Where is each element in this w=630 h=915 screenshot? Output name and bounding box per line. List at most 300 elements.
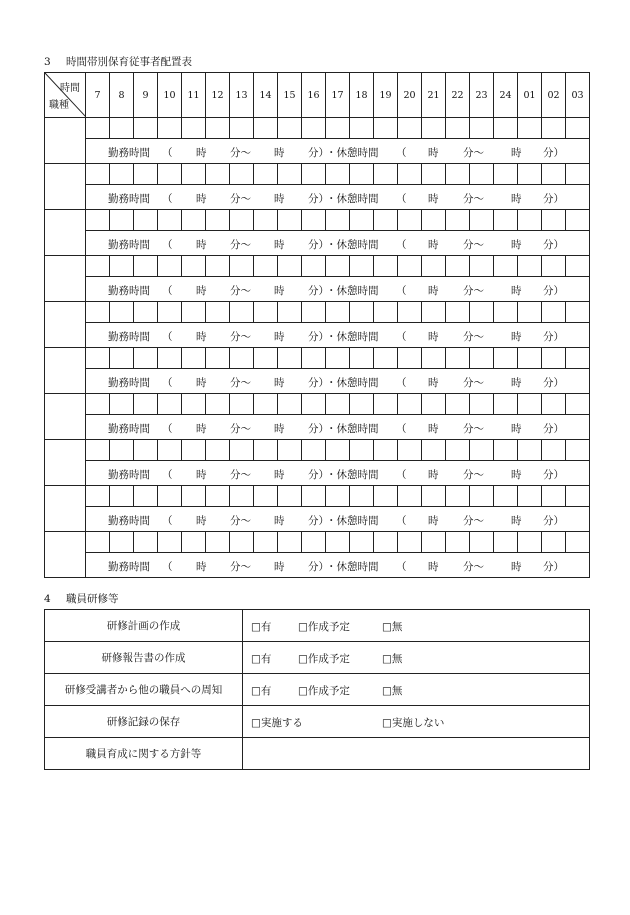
hour-slot-cell[interactable] — [542, 532, 566, 553]
hour-slot-cell[interactable] — [494, 532, 518, 553]
hour-slot-cell[interactable] — [446, 486, 470, 507]
break-end-hour: 時 — [511, 377, 522, 389]
hour-slot-cell[interactable] — [182, 532, 206, 553]
hour-slot-cell[interactable] — [278, 394, 302, 415]
work-end-minute: 分） — [308, 515, 329, 527]
work-start-minute: 分～ — [230, 285, 251, 297]
hour-slot-cell[interactable] — [494, 302, 518, 323]
work-label: 勤務時間 — [108, 469, 150, 481]
hour-slot-cell[interactable] — [566, 118, 590, 139]
hour-slot-cell[interactable] — [422, 394, 446, 415]
job-type-cell[interactable] — [45, 164, 86, 210]
training-options-cell — [243, 706, 590, 738]
hour-slot-cell[interactable] — [470, 302, 494, 323]
hour-slot-cell[interactable] — [182, 348, 206, 369]
hour-slot-cell[interactable] — [566, 394, 590, 415]
hour-slot-cell[interactable] — [566, 164, 590, 185]
hour-slot-cell[interactable] — [110, 256, 134, 277]
hour-slot-cell[interactable] — [326, 118, 350, 139]
hour-slot-cell[interactable] — [158, 532, 182, 553]
hour-slot-cell[interactable] — [278, 486, 302, 507]
hour-slot-cell[interactable] — [134, 348, 158, 369]
work-time-row — [45, 185, 590, 210]
break-label: ・休憩時間 — [326, 561, 379, 573]
hour-slot-cell[interactable] — [134, 164, 158, 185]
hour-slot-cell[interactable] — [446, 210, 470, 231]
hour-slot-cell[interactable] — [134, 118, 158, 139]
hour-slot-cell[interactable] — [110, 118, 134, 139]
work-start-minute: 分～ — [230, 515, 251, 527]
work-time-cell[interactable] — [86, 461, 590, 486]
checkbox-option[interactable]: □有 — [251, 653, 272, 665]
hour-slot-cell[interactable] — [374, 486, 398, 507]
work-label: 勤務時間 — [108, 285, 150, 297]
hour-slot-cell[interactable] — [374, 440, 398, 461]
hour-slot-cell[interactable] — [182, 486, 206, 507]
hour-slot-cell[interactable] — [326, 256, 350, 277]
hour-slot-cell[interactable] — [470, 394, 494, 415]
hour-header: 11 — [182, 73, 206, 118]
hour-slot-cell[interactable] — [542, 164, 566, 185]
hour-slot-cell[interactable] — [230, 486, 254, 507]
hour-slot-cell[interactable] — [350, 440, 374, 461]
hour-slot-cell[interactable] — [230, 118, 254, 139]
hour-slot-cell[interactable] — [158, 348, 182, 369]
hour-slot-cell[interactable] — [206, 532, 230, 553]
hour-slot-cell[interactable] — [206, 440, 230, 461]
checkbox-option[interactable]: □無 — [382, 653, 403, 665]
hour-slot-cell[interactable] — [398, 118, 422, 139]
hour-slot-cell[interactable] — [398, 210, 422, 231]
hour-slot-cell[interactable] — [566, 210, 590, 231]
hour-slot-cell[interactable] — [422, 440, 446, 461]
break-open-paren: （ — [396, 193, 407, 205]
break-end-minute: 分） — [543, 515, 564, 527]
hour-slot-cell[interactable] — [302, 118, 326, 139]
hour-header: 13 — [230, 73, 254, 118]
hour-slot-cell[interactable] — [470, 210, 494, 231]
hour-slot-cell[interactable] — [566, 532, 590, 553]
work-time-cell[interactable] — [86, 369, 590, 394]
hour-slot-cell[interactable] — [254, 210, 278, 231]
hour-slot-cell[interactable] — [254, 302, 278, 323]
hour-slot-cell[interactable] — [254, 118, 278, 139]
hour-slot-cell[interactable] — [134, 532, 158, 553]
work-time-row — [45, 553, 590, 578]
hour-slot-cell[interactable] — [542, 118, 566, 139]
hour-slot-cell[interactable] — [350, 302, 374, 323]
hour-slot-cell[interactable] — [422, 532, 446, 553]
hour-slot-cell[interactable] — [566, 348, 590, 369]
hour-slot-cell[interactable] — [86, 394, 110, 415]
work-label: 勤務時間 — [108, 515, 150, 527]
hour-slot-cell[interactable] — [470, 164, 494, 185]
hour-slot-cell[interactable] — [278, 164, 302, 185]
job-type-cell[interactable] — [45, 394, 86, 440]
work-start-minute: 分～ — [230, 331, 251, 343]
hour-slot-cell[interactable] — [350, 348, 374, 369]
work-time-cell[interactable] — [86, 553, 590, 578]
hour-slot-cell[interactable] — [518, 256, 542, 277]
hour-slot-cell[interactable] — [542, 440, 566, 461]
hour-slot-cell[interactable] — [494, 394, 518, 415]
job-type-cell[interactable] — [45, 210, 86, 256]
hour-slot-cell[interactable] — [398, 302, 422, 323]
hour-header: 02 — [542, 73, 566, 118]
hour-slot-cell[interactable] — [566, 256, 590, 277]
hour-slot-cell[interactable] — [302, 394, 326, 415]
hour-slot-cell[interactable] — [302, 302, 326, 323]
work-open-paren: （ — [162, 147, 173, 159]
hour-slot-cell[interactable] — [326, 210, 350, 231]
hour-slot-cell[interactable] — [158, 210, 182, 231]
hour-slot-cell[interactable] — [134, 486, 158, 507]
hour-slot-cell[interactable] — [302, 256, 326, 277]
work-end-hour: 時 — [274, 239, 285, 251]
hour-slot-cell[interactable] — [422, 256, 446, 277]
work-start-hour: 時 — [196, 285, 207, 297]
hour-slot-cell[interactable] — [350, 532, 374, 553]
hour-slot-cell[interactable] — [254, 532, 278, 553]
hour-slot-cell[interactable] — [518, 118, 542, 139]
hour-slot-cell[interactable] — [518, 302, 542, 323]
work-time-cell[interactable] — [86, 231, 590, 256]
hour-slot-cell[interactable] — [518, 210, 542, 231]
hour-slot-cell[interactable] — [374, 532, 398, 553]
checkbox-option[interactable]: □無 — [382, 685, 403, 697]
hour-slot-cell[interactable] — [470, 118, 494, 139]
hour-slot-cell[interactable] — [350, 394, 374, 415]
hour-slot-cell[interactable] — [398, 532, 422, 553]
hour-slot-cell[interactable] — [278, 118, 302, 139]
hour-slot-cell[interactable] — [110, 532, 134, 553]
break-open-paren: （ — [396, 423, 407, 435]
hour-slot-cell[interactable] — [134, 210, 158, 231]
work-end-hour: 時 — [274, 377, 285, 389]
hour-slot-cell[interactable] — [110, 486, 134, 507]
checkbox-option[interactable]: □実施しない — [382, 717, 445, 729]
break-label: ・休憩時間 — [326, 285, 379, 297]
hour-slot-cell[interactable] — [422, 348, 446, 369]
hour-slot-cell[interactable] — [230, 348, 254, 369]
hour-slot-cell[interactable] — [302, 486, 326, 507]
hour-slot-cell[interactable] — [326, 394, 350, 415]
hour-slot-cell[interactable] — [206, 348, 230, 369]
checkbox-option[interactable]: □作成予定 — [298, 621, 350, 633]
hour-slot-cell[interactable] — [230, 440, 254, 461]
hour-slot-cell[interactable] — [230, 302, 254, 323]
hour-slot-cell[interactable] — [470, 532, 494, 553]
hour-slot-cell[interactable] — [374, 210, 398, 231]
hour-slot-cell[interactable] — [254, 394, 278, 415]
hour-slot-cell[interactable] — [254, 256, 278, 277]
checkbox-option[interactable]: □作成予定 — [298, 685, 350, 697]
hour-slot-cell[interactable] — [278, 302, 302, 323]
hour-slot-cell[interactable] — [230, 394, 254, 415]
staff-row — [45, 118, 590, 139]
hour-slot-cell[interactable] — [182, 302, 206, 323]
hour-slot-cell[interactable] — [158, 256, 182, 277]
training-options-cell[interactable] — [243, 738, 590, 770]
hour-slot-cell[interactable] — [326, 348, 350, 369]
hour-slot-cell[interactable] — [278, 348, 302, 369]
hour-slot-cell[interactable] — [566, 302, 590, 323]
hour-slot-cell[interactable] — [86, 440, 110, 461]
hour-slot-cell[interactable] — [446, 118, 470, 139]
hour-slot-cell[interactable] — [422, 210, 446, 231]
work-end-minute: 分） — [308, 193, 329, 205]
hour-slot-cell[interactable] — [350, 256, 374, 277]
hour-slot-cell[interactable] — [566, 486, 590, 507]
hour-slot-cell[interactable] — [86, 532, 110, 553]
hour-slot-cell[interactable] — [542, 348, 566, 369]
hour-slot-cell[interactable] — [206, 164, 230, 185]
work-open-paren: （ — [162, 285, 173, 297]
hour-slot-cell[interactable] — [134, 256, 158, 277]
job-type-cell[interactable] — [45, 302, 86, 348]
hour-slot-cell[interactable] — [206, 210, 230, 231]
hour-slot-cell[interactable] — [182, 210, 206, 231]
hour-slot-cell[interactable] — [230, 210, 254, 231]
hour-slot-cell[interactable] — [518, 486, 542, 507]
hour-slot-cell[interactable] — [470, 348, 494, 369]
hour-header: 03 — [566, 73, 590, 118]
hour-slot-cell[interactable] — [278, 210, 302, 231]
hour-slot-cell[interactable] — [158, 118, 182, 139]
hour-slot-cell[interactable] — [494, 256, 518, 277]
hour-slot-cell[interactable] — [542, 210, 566, 231]
hour-slot-cell[interactable] — [446, 164, 470, 185]
hour-slot-cell[interactable] — [446, 302, 470, 323]
hour-slot-cell[interactable] — [158, 302, 182, 323]
work-end-minute: 分） — [308, 469, 329, 481]
hour-slot-cell[interactable] — [86, 302, 110, 323]
hour-slot-cell[interactable] — [182, 256, 206, 277]
hour-slot-cell[interactable] — [350, 486, 374, 507]
hour-slot-cell[interactable] — [206, 302, 230, 323]
hour-slot-cell[interactable] — [326, 440, 350, 461]
hour-slot-cell[interactable] — [398, 256, 422, 277]
hour-slot-cell[interactable] — [494, 440, 518, 461]
staff-row — [45, 256, 590, 277]
job-type-cell[interactable] — [45, 440, 86, 486]
hour-slot-cell[interactable] — [110, 394, 134, 415]
hour-slot-cell[interactable] — [182, 440, 206, 461]
hour-slot-cell[interactable] — [182, 394, 206, 415]
hour-slot-cell[interactable] — [446, 440, 470, 461]
work-label: 勤務時間 — [108, 239, 150, 251]
hour-slot-cell[interactable] — [326, 164, 350, 185]
break-end-minute: 分） — [543, 561, 564, 573]
hour-slot-cell[interactable] — [326, 302, 350, 323]
section3-title: 時間帯別保育従事者配置表 — [66, 56, 192, 68]
work-start-hour: 時 — [196, 239, 207, 251]
hour-slot-cell[interactable] — [86, 486, 110, 507]
job-type-cell[interactable] — [45, 118, 86, 164]
hour-slot-cell[interactable] — [470, 256, 494, 277]
hour-slot-cell[interactable] — [494, 118, 518, 139]
hour-slot-cell[interactable] — [446, 532, 470, 553]
break-end-hour: 時 — [511, 423, 522, 435]
work-start-hour: 時 — [196, 469, 207, 481]
hour-slot-cell[interactable] — [158, 440, 182, 461]
checkbox-option[interactable]: □無 — [382, 621, 403, 633]
hour-slot-cell[interactable] — [134, 440, 158, 461]
break-end-hour: 時 — [511, 239, 522, 251]
hour-slot-cell[interactable] — [302, 532, 326, 553]
hour-slot-cell[interactable] — [422, 118, 446, 139]
hour-slot-cell[interactable] — [566, 440, 590, 461]
break-label: ・休憩時間 — [326, 193, 379, 205]
hour-slot-cell[interactable] — [398, 486, 422, 507]
hour-header: 15 — [278, 73, 302, 118]
hour-slot-cell[interactable] — [470, 486, 494, 507]
hour-slot-cell[interactable] — [518, 440, 542, 461]
work-time-cell[interactable] — [86, 507, 590, 532]
hour-slot-cell[interactable] — [542, 302, 566, 323]
hour-slot-cell[interactable] — [422, 486, 446, 507]
work-time-row — [45, 461, 590, 486]
hour-slot-cell[interactable] — [134, 394, 158, 415]
hour-slot-cell[interactable] — [542, 256, 566, 277]
staff-row — [45, 486, 590, 507]
hour-slot-cell[interactable] — [86, 348, 110, 369]
hour-slot-cell[interactable] — [374, 348, 398, 369]
hour-slot-cell[interactable] — [326, 486, 350, 507]
checkbox-option[interactable]: □作成予定 — [298, 653, 350, 665]
hour-slot-cell[interactable] — [302, 348, 326, 369]
hour-slot-cell[interactable] — [542, 486, 566, 507]
break-end-hour: 時 — [511, 331, 522, 343]
hour-slot-cell[interactable] — [230, 532, 254, 553]
hour-slot-cell[interactable] — [398, 440, 422, 461]
hour-slot-cell[interactable] — [518, 164, 542, 185]
hour-header: 21 — [422, 73, 446, 118]
work-label: 勤務時間 — [108, 147, 150, 159]
hour-slot-cell[interactable] — [230, 256, 254, 277]
hour-slot-cell[interactable] — [206, 394, 230, 415]
hour-slot-cell[interactable] — [134, 302, 158, 323]
break-start-hour: 時 — [428, 561, 439, 573]
hour-slot-cell[interactable] — [110, 440, 134, 461]
hour-slot-cell[interactable] — [350, 164, 374, 185]
hour-slot-cell[interactable] — [158, 164, 182, 185]
staff-row — [45, 164, 590, 185]
hour-slot-cell[interactable] — [110, 164, 134, 185]
training-row — [45, 674, 590, 706]
hour-header: 8 — [110, 73, 134, 118]
hour-slot-cell[interactable] — [182, 118, 206, 139]
hour-slot-cell[interactable] — [494, 164, 518, 185]
corner-time-label: 時間 — [60, 83, 80, 94]
checkbox-option[interactable]: □実施する — [251, 717, 303, 729]
hour-slot-cell[interactable] — [422, 164, 446, 185]
checkbox-option[interactable]: □有 — [251, 621, 272, 633]
hour-slot-cell[interactable] — [446, 394, 470, 415]
job-type-cell[interactable] — [45, 348, 86, 394]
job-type-cell[interactable] — [45, 532, 86, 578]
work-time-cell[interactable] — [86, 277, 590, 302]
work-time-cell[interactable] — [86, 139, 590, 164]
hour-slot-cell[interactable] — [206, 256, 230, 277]
hour-slot-cell[interactable] — [302, 440, 326, 461]
hour-slot-cell[interactable] — [110, 302, 134, 323]
job-type-cell[interactable] — [45, 486, 86, 532]
hour-slot-cell[interactable] — [110, 348, 134, 369]
hour-slot-cell[interactable] — [350, 210, 374, 231]
hour-slot-cell[interactable] — [158, 486, 182, 507]
hour-slot-cell[interactable] — [374, 164, 398, 185]
break-start-minute: 分～ — [463, 285, 484, 297]
hour-header: 18 — [350, 73, 374, 118]
hour-slot-cell[interactable] — [86, 164, 110, 185]
work-time-cell[interactable] — [86, 185, 590, 210]
hour-slot-cell[interactable] — [206, 118, 230, 139]
hour-slot-cell[interactable] — [254, 440, 278, 461]
hour-slot-cell[interactable] — [302, 210, 326, 231]
hour-slot-cell[interactable] — [326, 532, 350, 553]
work-label: 勤務時間 — [108, 377, 150, 389]
hour-slot-cell[interactable] — [86, 256, 110, 277]
hour-slot-cell[interactable] — [86, 118, 110, 139]
work-label: 勤務時間 — [108, 561, 150, 573]
hour-slot-cell[interactable] — [158, 394, 182, 415]
training-item-label: 研修計画の作成 — [45, 610, 243, 642]
hour-slot-cell[interactable] — [86, 210, 110, 231]
hour-slot-cell[interactable] — [398, 394, 422, 415]
hour-slot-cell[interactable] — [182, 164, 206, 185]
hour-slot-cell[interactable] — [254, 348, 278, 369]
hour-slot-cell[interactable] — [350, 118, 374, 139]
hour-slot-cell[interactable] — [278, 532, 302, 553]
hour-slot-cell[interactable] — [254, 164, 278, 185]
hour-slot-cell[interactable] — [230, 164, 254, 185]
hour-slot-cell[interactable] — [206, 486, 230, 507]
hour-slot-cell[interactable] — [542, 394, 566, 415]
break-start-minute: 分～ — [463, 147, 484, 159]
work-start-hour: 時 — [196, 515, 207, 527]
work-time-cell[interactable] — [86, 323, 590, 348]
hour-slot-cell[interactable] — [494, 348, 518, 369]
hour-slot-cell[interactable] — [446, 348, 470, 369]
hour-slot-cell[interactable] — [494, 210, 518, 231]
hour-slot-cell[interactable] — [110, 210, 134, 231]
hour-slot-cell[interactable] — [374, 118, 398, 139]
hour-slot-cell[interactable] — [446, 256, 470, 277]
work-time-cell[interactable] — [86, 415, 590, 440]
break-start-minute: 分～ — [463, 239, 484, 251]
hour-slot-cell[interactable] — [398, 348, 422, 369]
hour-slot-cell[interactable] — [422, 302, 446, 323]
training-row — [45, 642, 590, 674]
checkbox-option[interactable]: □有 — [251, 685, 272, 697]
hour-slot-cell[interactable] — [278, 256, 302, 277]
hour-slot-cell[interactable] — [254, 486, 278, 507]
hour-slot-cell[interactable] — [518, 532, 542, 553]
hour-slot-cell[interactable] — [494, 486, 518, 507]
hour-slot-cell[interactable] — [278, 440, 302, 461]
hour-slot-cell[interactable] — [374, 394, 398, 415]
hour-slot-cell[interactable] — [518, 348, 542, 369]
hour-slot-cell[interactable] — [470, 440, 494, 461]
hour-slot-cell[interactable] — [518, 394, 542, 415]
hour-slot-cell[interactable] — [374, 256, 398, 277]
hour-slot-cell[interactable] — [302, 164, 326, 185]
hour-slot-cell[interactable] — [398, 164, 422, 185]
break-label: ・休憩時間 — [326, 469, 379, 481]
job-type-cell[interactable] — [45, 256, 86, 302]
hour-slot-cell[interactable] — [374, 302, 398, 323]
